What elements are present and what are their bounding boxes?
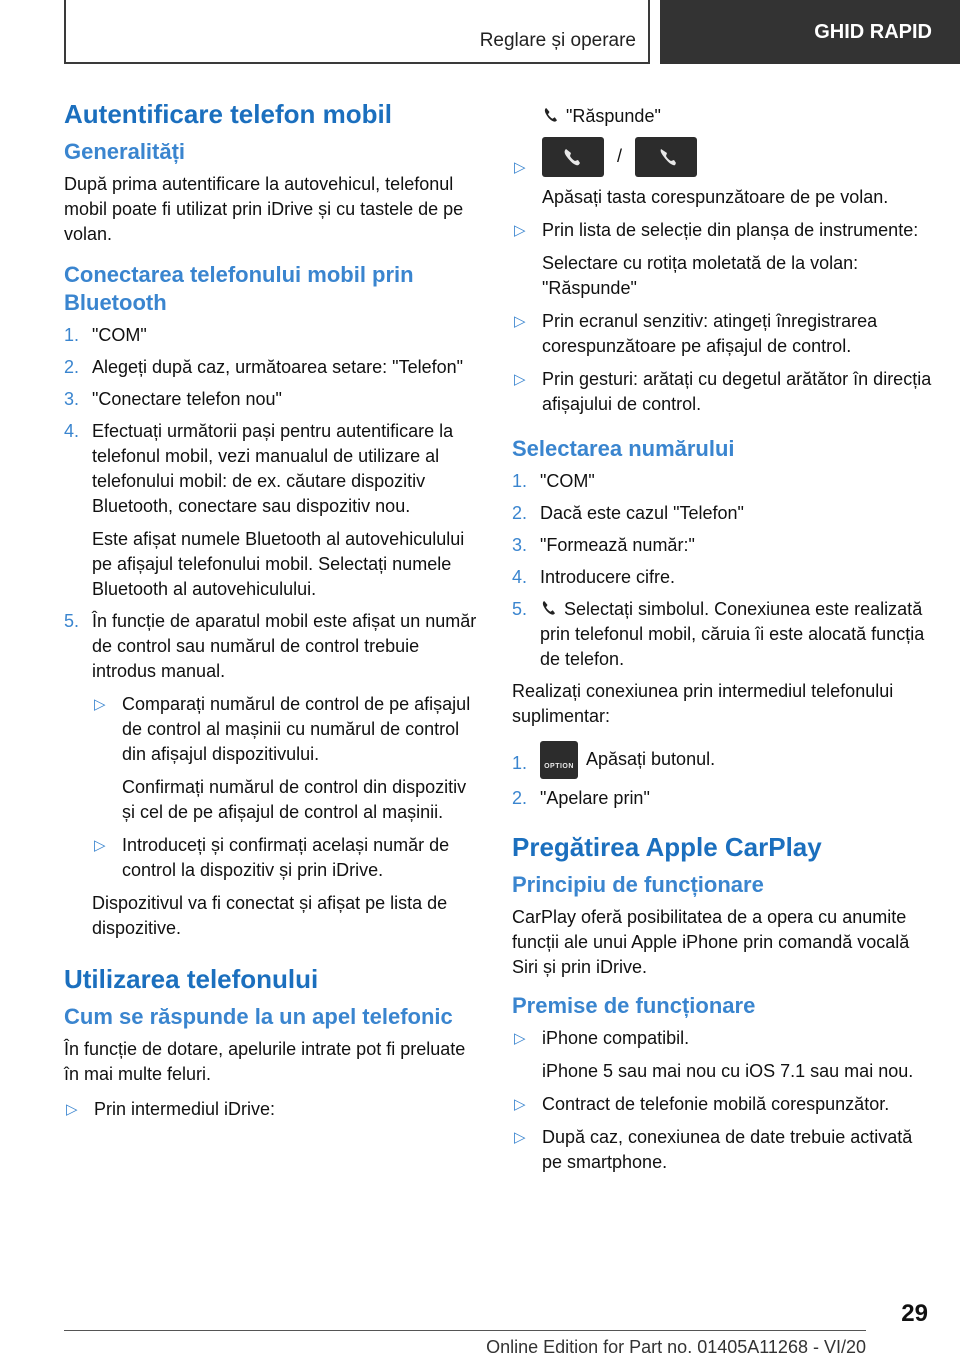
footer-edition: Online Edition for Part no. 01405A11268 - VI/20 <box>486 1337 866 1357</box>
bullet-triangle-icon: ▷ <box>514 313 526 330</box>
answer-label: "Răspunde" <box>566 106 661 126</box>
bullet-triangle-icon: ▷ <box>94 837 106 854</box>
bullet-item <box>512 137 932 210</box>
bullet-note: iPhone 5 sau mai nou cu iOS 7.1 sau mai nou. <box>542 1061 914 1081</box>
list-item <box>512 786 932 811</box>
list-number: 4. <box>512 567 528 587</box>
list-number: 4. <box>64 421 80 441</box>
bullet-text: Prin lista de selecție din planșa de instrumente: <box>542 220 919 240</box>
list-number: 5. <box>64 611 80 631</box>
bullet-item <box>512 1026 932 1084</box>
list-number: 3. <box>512 535 528 555</box>
heading-carplay: Pregătirea Apple CarPlay <box>512 832 822 862</box>
option-button-icon <box>540 741 578 779</box>
bullet-triangle-icon: ▷ <box>514 371 526 388</box>
heading-select-number: Selectarea numărului <box>512 436 735 461</box>
bullet-text: Contract de telefonie mobilă corespunzător. <box>542 1094 890 1114</box>
slash-separator: / <box>617 145 623 166</box>
paragraph-additional-phone: Realizați conexiunea prin intermediul telefonului suplimentar: <box>512 681 894 726</box>
list-item <box>64 387 484 412</box>
phone-icon <box>540 599 558 617</box>
list-item <box>64 323 484 348</box>
answer-bullet-list <box>64 1097 484 1122</box>
heading-bluetooth-connect: Conectarea telefonului mobil prin Bluetooth <box>64 262 414 315</box>
list-number: 1. <box>512 753 528 773</box>
list-text: "COM" <box>92 325 147 345</box>
list-item <box>64 355 484 380</box>
bullet-text: Prin ecranul senzitiv: atingeți înregistrarea corespunzătoare pe afișajul de control. <box>542 311 878 356</box>
list-text: Efectuați următorii pași pentru autentificare la telefonul mobil, vezi manualul de utilizare al telefonului mobil: de ex. căutare dispozitiv Bluetooth, conectare sau dispozitiv nou. <box>92 421 454 516</box>
heading-using-phone: Utilizarea telefonului <box>64 964 319 994</box>
list-number: 1. <box>512 471 528 491</box>
bullet-note: Confirmați numărul de control din dispozitiv și cel de pe afișajul de control al mașinii. <box>122 777 467 822</box>
list-text: În funcție de aparatul mobil este afișat un număr de control sau numărul de control trebuie introdus manual. <box>92 611 477 681</box>
list-item <box>512 469 932 494</box>
step-note: Dispozitivul va fi conectat și afișat pe lista de dispozitive. <box>92 893 448 938</box>
list-text: "COM" <box>540 471 595 491</box>
answer-methods-list <box>512 137 932 417</box>
heading-authentication: Autentificare telefon mobil <box>64 99 392 129</box>
list-item <box>512 501 932 526</box>
paragraph-general: După prima autentificare la autovehicul, telefonul mobil poate fi utilizat prin iDrive și cu tastele de pe volan. <box>64 174 464 244</box>
paragraph-answer: În funcție de dotare, apelurile intrate pot fi preluate în mai multe feluri. <box>64 1039 466 1084</box>
heading-general: Generalități <box>64 139 186 164</box>
bullet-triangle-icon: ▷ <box>94 696 106 713</box>
bullet-item <box>512 1125 932 1175</box>
bullet-text: iPhone compatibil. <box>542 1028 690 1048</box>
bullet-triangle-icon: ▷ <box>514 159 526 176</box>
bullet-text: Introduceți și confirmați același număr de control la dispozitiv și prin iDrive. <box>122 835 450 880</box>
bullet-text: După caz, conexiunea de date trebuie activată pe smartphone. <box>542 1127 913 1172</box>
list-text: "Conectare telefon nou" <box>92 389 282 409</box>
list-item <box>64 609 484 941</box>
bullet-triangle-icon: ▷ <box>514 222 526 239</box>
bullet-item <box>512 1092 932 1117</box>
step5-bullet-list <box>92 692 484 883</box>
bullet-item <box>92 833 484 883</box>
list-text: Apăsați butonul. <box>586 748 716 769</box>
list-number: 5. <box>512 599 528 619</box>
list-number: 3. <box>64 389 80 409</box>
list-text: Introducere cifre. <box>540 567 676 587</box>
list-text: "Apelare prin" <box>540 788 650 808</box>
bullet-item <box>512 367 932 417</box>
heading-principle: Principiu de funcționare <box>512 872 764 897</box>
heading-premises: Premise de funcționare <box>512 993 756 1018</box>
list-item <box>512 741 932 779</box>
list-number: 2. <box>512 788 528 808</box>
bullet-triangle-icon: ▷ <box>514 1096 526 1113</box>
bullet-item <box>512 218 932 301</box>
bullet-item <box>92 692 484 825</box>
list-text: "Formează număr:" <box>540 535 695 555</box>
bullet-triangle-icon: ▷ <box>66 1101 78 1118</box>
heading-answer-call: Cum se răspunde la un apel telefonic <box>64 1004 453 1029</box>
answer-label-line <box>512 104 932 129</box>
bullet-text: Prin gesturi: arătați cu degetul arătător în direcția afișajului de control. <box>542 369 932 414</box>
end-call-button-icon <box>635 137 697 177</box>
bullet-item <box>512 309 932 359</box>
bluetooth-steps-list <box>64 323 484 941</box>
option-button-label: OPTION <box>544 763 574 770</box>
number-steps-list <box>512 469 932 672</box>
list-text: Alegeți după caz, următoarea setare: "Telefon" <box>92 357 463 377</box>
list-item <box>64 419 484 602</box>
bullet-triangle-icon: ▷ <box>514 1030 526 1047</box>
list-number: 1. <box>64 325 80 345</box>
additional-steps-list <box>512 741 932 811</box>
bullet-triangle-icon: ▷ <box>514 1129 526 1146</box>
list-text: Dacă este cazul "Telefon" <box>540 503 744 523</box>
premises-list <box>512 1026 932 1175</box>
right-column <box>512 98 932 1183</box>
step-note: Este afișat numele Bluetooth al autovehiculului pe afișajul telefonului mobil. Selectați numele Bluetooth al autovehiculului. <box>92 529 465 599</box>
list-item <box>512 533 932 558</box>
bullet-note: Selectare cu rotița moletată de la volan: "Răspunde" <box>542 253 859 298</box>
list-text: Selectați simbolul. Conexiunea este realizată prin telefonul mobil, căruia îi este alocată funcția de telefon. <box>540 599 925 669</box>
bullet-text: Comparați numărul de control de pe afișajul de control al mașinii cu numărul de control din afișajul dispozitivului. <box>122 694 471 764</box>
left-column <box>64 98 484 1130</box>
header-tab-label: GHID RAPID <box>814 20 932 43</box>
list-item <box>512 597 932 672</box>
header-tab <box>660 0 960 64</box>
footer-divider <box>64 1330 866 1331</box>
bullet-text: Apăsați tasta corespunzătoare de pe volan. <box>542 187 889 207</box>
list-number: 2. <box>512 503 528 523</box>
bullet-text: Prin intermediul iDrive: <box>94 1099 276 1119</box>
header-section-title: Reglare și operare <box>479 30 636 51</box>
page-number: 29 <box>901 1300 928 1327</box>
paragraph-principle: CarPlay oferă posibilitatea de a opera cu anumite funcții ale unui Apple iPhone prin comandă vocală Siri și prin iDrive. <box>512 907 910 977</box>
answer-call-button-icon <box>542 137 604 177</box>
list-item <box>512 565 932 590</box>
phone-icon <box>542 106 560 124</box>
bullet-item <box>64 1097 484 1122</box>
list-number: 2. <box>64 357 80 377</box>
